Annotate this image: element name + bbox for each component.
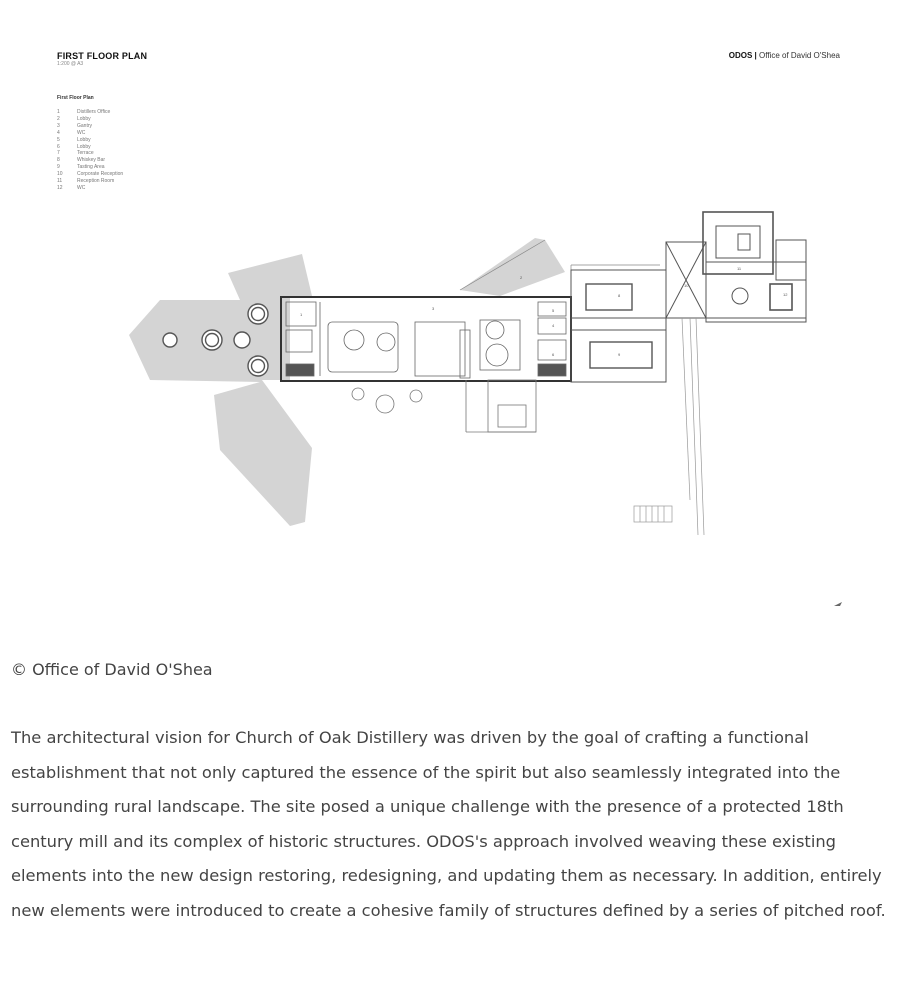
legend-number: 2 [57,115,60,122]
brand-separator: | [754,51,757,60]
legend-label: Lobby [77,136,91,143]
plan-scale: 1:200 @ A3 [57,61,84,67]
brand-office: Office of David O'Shea [759,51,840,60]
legend-label: WC [77,184,86,191]
brand-name: ODOS [728,51,753,60]
svg-text:12: 12 [783,292,788,297]
legend-number: 7 [57,150,60,157]
article-paragraph: The architectural vision for Church of Oak Distillery was driven by the goal of crafting a functional establishment that not only captured the essence of the spirit but also seamlessly integrated into the surrounding rural landscape. The site posed a unique challenge with the presence of a protected 18th century mill and its complex of historic structures. ODOS's approach involved weaving these existing elements into the new design restoring, redesigning, and updating them as necessary. In addition, entirely new elements were introduced to create a cohesive family of structures defined by a series of pitched roof. [11,728,886,920]
legend-number: 12 [57,184,63,191]
svg-text:2: 2 [520,275,523,280]
legend-label: Lobby [77,115,91,122]
legend-label: Distillers Office [77,109,111,115]
legend-label: WC [77,129,86,136]
legend-number: 3 [57,122,60,129]
svg-text:4: 4 [552,323,555,328]
legend-label: Tasting Area [77,164,105,171]
svg-text:5: 5 [552,308,555,313]
svg-text:3: 3 [432,306,435,311]
north-arrow-icon [834,602,842,606]
legend-number: 4 [57,129,60,136]
legend-label: Lobby [77,143,91,150]
legend-label: Reception Room [77,178,115,185]
legend-title: First Floor Plan [57,95,94,101]
image-credit: © Office of David O'Shea [11,660,213,679]
legend-number: 11 [57,178,63,185]
legend-number: 9 [57,164,60,171]
legend-number: 1 [57,109,60,115]
reception-block [666,212,806,322]
legend-number: 8 [57,157,60,164]
svg-text:6: 6 [552,352,555,357]
svg-text:1: 1 [300,312,303,317]
east-wing [571,270,666,382]
svg-text:8: 8 [618,293,621,298]
lower-tanks [352,380,536,432]
main-hall [281,297,571,381]
plan-title: FIRST FLOOR PLAN [57,51,148,61]
legend-number: 6 [57,143,60,150]
legend-number: 5 [57,136,60,143]
legend-number: 10 [57,171,63,178]
legend-label: Gantry [77,122,93,129]
legend-label: Terrace [77,150,94,157]
svg-text:11: 11 [737,266,742,271]
legend-label: Whiskey Bar [77,157,106,164]
svg-text:10: 10 [684,283,689,288]
svg-text:9: 9 [618,352,621,357]
legend-label: Corporate Reception [77,171,124,178]
